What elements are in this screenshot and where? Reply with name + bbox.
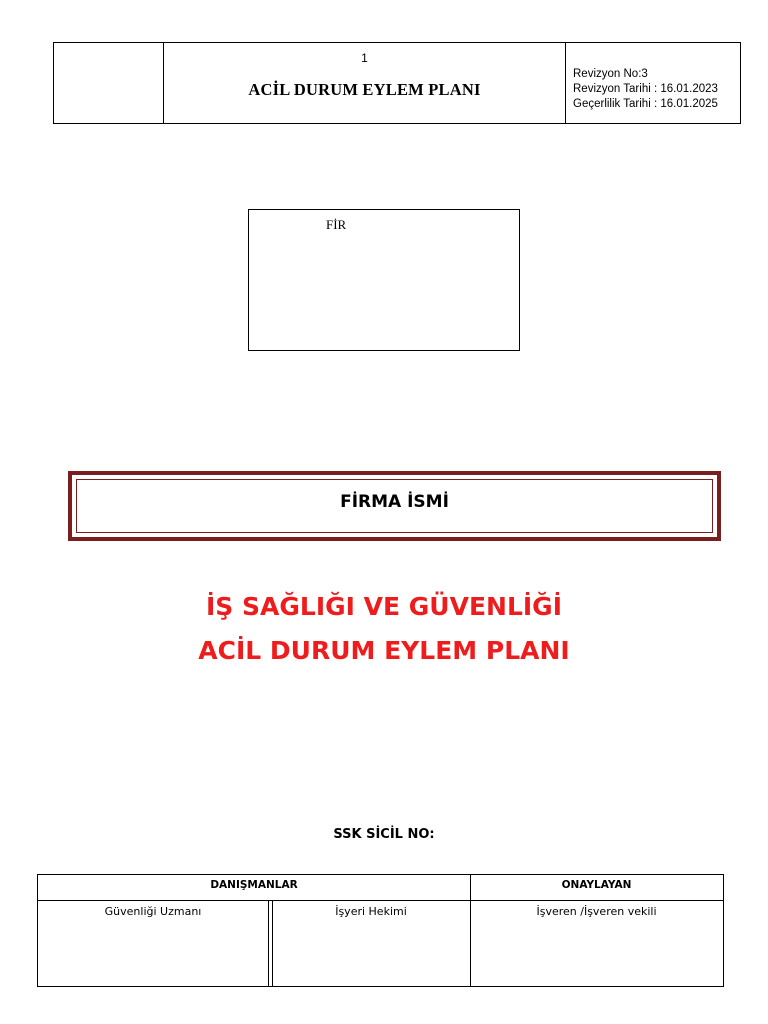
employer-label: İşveren /İşveren vekili [536, 905, 657, 918]
main-title-line1: İŞ SAĞLIĞI VE GÜVENLİĞİ [206, 592, 562, 621]
header-logo-cell [54, 43, 164, 123]
document-header-table [53, 42, 741, 124]
header-revision-cell [573, 67, 718, 112]
ssk-registration-label: SSK SİCİL NO: [333, 827, 435, 842]
logo-placeholder-text: FİR [326, 217, 347, 232]
consultants-header: DANIŞMANLAR [210, 879, 298, 891]
validity-date: Geçerlilik Tarihi : 16.01.2025 [573, 98, 718, 110]
revision-date: Revizyon Tarihi : 16.01.2023 [573, 83, 718, 95]
approver-header: ONAYLAYAN [561, 879, 632, 891]
workplace-doctor-label: İşyeri Hekimi [335, 905, 407, 918]
signature-table [37, 874, 724, 987]
header-title-cell [164, 43, 566, 123]
revision-number: Revizyon No:3 [573, 68, 648, 80]
safety-expert-label: Güvenliği Uzmanı [104, 905, 202, 918]
page-number: 1 [361, 51, 368, 65]
table-divider-vertical [470, 875, 471, 986]
company-logo-placeholder [248, 209, 520, 351]
table-divider-horizontal [38, 900, 723, 901]
main-title-line2: ACİL DURUM EYLEM PLANI [198, 636, 570, 665]
company-name-banner [68, 471, 721, 541]
company-name: FİRMA İSMİ [340, 492, 449, 512]
header-title: ACİL DURUM EYLEM PLANI [248, 80, 481, 99]
table-double-divider-left [268, 900, 269, 986]
